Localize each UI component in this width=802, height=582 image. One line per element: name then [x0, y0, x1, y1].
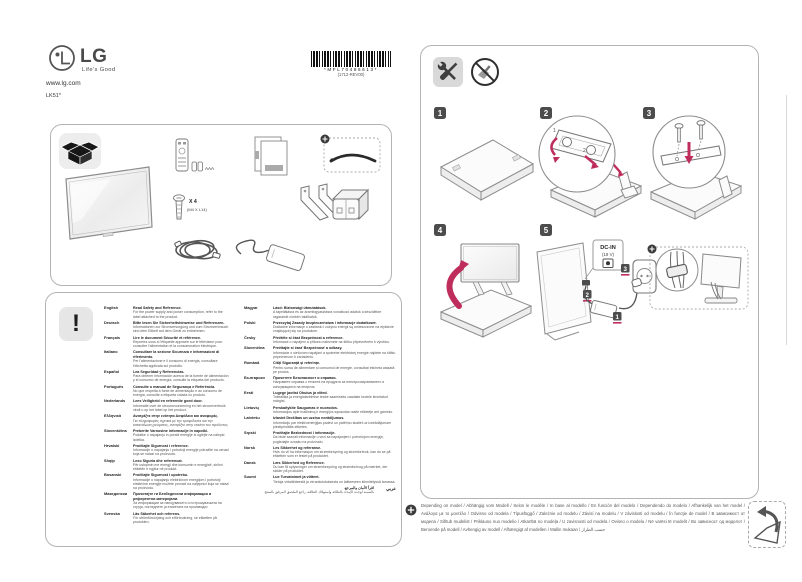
safety-body: Da biste saznali informacije u vezi sa napajanjem i potrošnjom energije, pogledajte oznaku na proizvodu. — [273, 435, 384, 444]
svg-text:3: 3 — [623, 265, 627, 273]
language-label: Eesti — [244, 389, 254, 395]
safety-body: За информации за напојувањето и потрошувачката на струја, погледнете ја етикетата на производот. — [133, 501, 222, 510]
svg-text:2: 2 — [585, 291, 589, 299]
battery-label: AAA — [205, 166, 215, 171]
safety-row — [104, 444, 230, 457]
safety-row — [104, 429, 230, 442]
safety-body: Tietoja virtalähteestä ja virrankulutuksesta on laitteeseen kiinnitetyssä tarrassa. — [273, 479, 396, 484]
safety-body: Pentru sursa de alimentare și consumul de energie, consultați eticheta atașată pe produs. — [273, 365, 395, 374]
page-fold-line — [786, 95, 787, 345]
svg-text:1: 1 — [553, 128, 556, 134]
language-label: Srpski — [244, 429, 256, 435]
step3-illustration — [637, 114, 751, 224]
language-label: Dansk — [244, 459, 256, 465]
accessories-card — [50, 124, 392, 286]
safety-row — [104, 306, 230, 319]
safety-row — [244, 306, 396, 319]
language-label: Shqip — [104, 457, 115, 463]
safety-body: Informacije o napajanju električnom energijom i potrošnji električne energije možete pronaći na naljepnici koja se nalazi na proizvodu. — [133, 477, 229, 491]
safety-column-right — [244, 306, 396, 497]
safety-body: Направете справка с етикета на продукта за електрозахранването и консумацията на енергия. — [273, 380, 385, 389]
safety-title: Lásd: Biztonsági útmutatások. — [273, 306, 327, 310]
step-2-badge: 2 — [540, 107, 552, 119]
safety-title: اقرأ الأمان والمرجع. — [343, 486, 374, 490]
accessories-illustration — [51, 125, 391, 285]
tv-panel — [66, 167, 152, 239]
safety-row — [104, 336, 230, 349]
connection-order-1 — [613, 312, 622, 324]
safety-body: Informácie o sieťovom napájaní a spotrebe elektrickej energie nájdete na štítku pripevnenom k zariadeniu. — [273, 350, 396, 359]
screw — [174, 195, 185, 219]
model-dependency-note: Depending on model / Abhängig vom Modell / Selon le modèle / In base al modello / En función del modelo / Dependendo do modelo / Afhankelijk van het model / Ανάλογα με το μοντέλο / Odvisno od modela / Típusfüggő / Zależnie od modelu / Závisí na modelu / V závislosti od modelu / În funcţie de model / В зависимост от модела / Sõltub mudelist / Priklauso nuo modelio / Atkarībā no modeļa / U zavisnosti od modela / Ovisno o modelu / Në varësi të modelit / Во зависност од моделот / Beroende på modell / Avhengig av modell / Afhængigt af modellen / Mallin mukaan / حسب الطراز — [421, 503, 745, 533]
language-label: Nederlands — [104, 398, 126, 404]
warning-icon: ! — [59, 307, 93, 341]
safety-row — [244, 336, 396, 345]
safety-title: Ανατρέξτε στην ενότητα Ασφάλεια και αναφορές. — [133, 414, 219, 419]
language-label: Latviešu — [244, 415, 260, 421]
language-label: عربي — [386, 486, 396, 491]
barcode-bars — [311, 51, 391, 67]
safety-row — [244, 461, 396, 474]
safety-title: Läs Säkerhet och referens. — [133, 511, 181, 516]
safety-title: Perskaitykite Saugumas ir nuorodos. — [273, 405, 338, 410]
svg-text:1: 1 — [615, 313, 619, 321]
safety-body: No que respeita à fonte de alimentação e ao consumo de energia, consulte a etiqueta colada no produto. — [133, 388, 222, 398]
safety-title: Pročitajte Sigurnost i upotrebu. — [133, 473, 189, 478]
safety-row — [104, 459, 230, 472]
tools-icon — [433, 57, 463, 87]
lg-logo-icon — [48, 44, 76, 72]
language-label: Slovenščina — [104, 427, 127, 433]
language-label: Français — [104, 334, 121, 340]
safety-body: Hvis du vil ha informasjon om strømforsyning og strømforbruk, kan du se på etiketten som er festet på produktet. — [273, 450, 391, 459]
safety-title: Lexo Siguria dhe referencat. — [133, 458, 183, 463]
safety-body: A tápellátásra és az áramfogyasztásra vonatkozó adatok a készülékre ragasztott címkén találhatók. — [273, 310, 382, 319]
language-label: Português — [104, 383, 124, 389]
no-hand-tools-icon — [469, 56, 501, 88]
language-label: Suomi — [244, 474, 256, 480]
safety-row — [244, 321, 396, 334]
safety-row — [104, 385, 230, 398]
lg-wordmark: LG — [80, 46, 108, 67]
safety-row — [244, 361, 396, 374]
safety-column-left — [104, 306, 230, 526]
ac-adapter — [236, 240, 305, 271]
safety-body: Informacijos apie maitinimą ir energijos sąnaudas rasite etiketėje ant gaminio. — [273, 409, 394, 414]
ferrite-core — [333, 190, 368, 219]
safety-title: Lees Veiligheid en referentie goed door. — [133, 399, 203, 404]
safety-reference-card — [45, 292, 402, 547]
optional-cable-management — [647, 242, 751, 312]
safety-row — [244, 431, 396, 444]
safety-title: Bitte lesen Sie Sicherheitshinweise und Referenzen. — [133, 320, 225, 325]
step2-illustration — [533, 114, 649, 224]
language-label: Česky — [244, 334, 256, 340]
safety-row — [104, 370, 230, 383]
safety-row — [104, 512, 230, 525]
manuals — [255, 137, 287, 175]
safety-row — [104, 473, 230, 490]
language-label: Polski — [244, 319, 256, 325]
safety-body: Για πληροφορίες σχετικά με την τροφοδοσία και την κατανάλωση ρεύματος, ανατρέξτε στην ετικέτα του προϊόντος. — [133, 418, 229, 427]
safety-row — [104, 350, 230, 367]
safety-row — [104, 414, 230, 427]
safety-title: Přečtěte si část Bezpečnost a reference. — [273, 335, 344, 340]
safety-row-arabic — [244, 486, 396, 495]
note-icon — [405, 504, 417, 516]
screw-qty: X 4 — [189, 199, 197, 205]
step1-illustration — [433, 122, 538, 214]
safety-title: Prečítajte si časť Bezpečnosť a odkazy. — [273, 346, 343, 351]
safety-row — [244, 376, 396, 389]
safety-row — [244, 446, 396, 459]
svg-text:2: 2 — [583, 148, 586, 154]
safety-body: Informatie over de stroomvoorziening en het stroomverbruik vindt u op het label op het product. — [133, 403, 226, 412]
language-label: Български — [244, 374, 265, 380]
safety-title: Læs Sikkerhed og Reference. — [273, 460, 325, 465]
safety-title: Consultare la sezione Sicurezza e informazioni di riferimento. — [133, 350, 220, 359]
safety-body: For the power supply and power consumption, refer to the label attached to the product. — [133, 310, 223, 319]
step-3-badge: 3 — [643, 107, 655, 119]
safety-title: Izlasiet Drošības un uzziņu norādījumus. — [273, 416, 345, 421]
safety-row — [104, 492, 230, 509]
safety-title: Consulte o manual de Segurança e Referência. — [133, 384, 216, 389]
turn-page-box — [748, 501, 786, 548]
safety-title: Przeczytaj Zasady bezpieczeństwa i informacje dodatkowe. — [273, 320, 377, 325]
safety-title: Lea Seguridad y Referencias. — [133, 369, 185, 374]
safety-body: Per l'alimentazione e il consumo di energia, consultare l'etichetta applicata sul prodotto. — [133, 359, 218, 368]
language-label: Norsk — [244, 444, 256, 450]
dc-voltage-label: (19 V) — [602, 252, 614, 257]
safety-body: För strömförsörjning och elförbrukning, se etiketten på produkten. — [133, 516, 217, 525]
language-label: Español — [104, 368, 120, 374]
model-number: LK51* — [46, 93, 61, 99]
safety-row — [244, 391, 396, 404]
language-label: Română — [244, 360, 260, 366]
turn-page-icon — [749, 502, 785, 547]
connection-order-3 — [621, 264, 630, 276]
safety-body: Reportez-vous à l'étiquette apposée sur le téléviseur pour consulter l'alimentation et la consommation électrique. — [133, 340, 223, 349]
language-label: Magyar — [244, 305, 258, 310]
language-label: Slovenčina — [244, 345, 265, 351]
language-label: Deutsch — [104, 319, 120, 325]
safety-body: Dokładne informacje o zasilaniu i zużyciu energii są umieszczone na etykiecie znajdującej się na produkcie. — [273, 325, 394, 334]
assembly-card — [420, 45, 759, 499]
safety-row — [244, 406, 396, 415]
language-label: Svenska — [104, 510, 120, 516]
language-label: Hrvatski — [104, 442, 120, 448]
barcode-code: *MFL70486613* — [323, 67, 378, 72]
step-5-badge: 5 — [540, 224, 552, 236]
website-text: www.lg.com — [46, 80, 81, 87]
safety-title: Прочетете Безопасност и справки. — [273, 375, 337, 380]
brand-tagline: Life's Good — [82, 67, 116, 73]
safety-title: Прочитајте ги Безбедносни информации и референтни материјали. — [133, 492, 212, 501]
safety-title: Pročitajte Bezbednost i informacije. — [273, 430, 336, 435]
language-label: English — [104, 305, 119, 310]
safety-body: Për ushqimin me energji dhe konsumin e energjisë, shihni etiketën e ngjitur në produkt. — [133, 463, 223, 472]
safety-row — [244, 416, 396, 429]
batteries — [192, 162, 203, 171]
barcode-revision: (1712-REV00) — [337, 72, 365, 77]
safety-title: Pročitajte Sigurnost i reference. — [133, 443, 189, 448]
safety-body: Informāciju par elektroenerģijas padevi un patēriņu skatiet uz izstrādājumam piestiprinātās etiķetes. — [273, 420, 392, 429]
safety-body: Informacije o napajanju i potrošnji energije potražite na oznaci koja se nalazi na proizvodu. — [133, 448, 229, 457]
safety-title: Les Sikkerhet og referanse. — [273, 445, 322, 450]
open-box-icon — [59, 133, 101, 169]
language-label: Lietuvių — [244, 404, 259, 410]
safety-body: Podatke o napajanju in porabi energije si oglejte na nalepki izdelka. — [133, 433, 225, 442]
step-1-badge: 1 — [434, 107, 446, 119]
safety-title: Lire le document Sécurité et référence. — [133, 335, 202, 340]
language-label: Italiano — [104, 349, 118, 355]
step-4-badge: 4 — [434, 224, 446, 236]
barcode — [311, 51, 391, 77]
screw-spec: (M4 X L14) — [187, 207, 207, 212]
language-label: Bosanski — [104, 472, 122, 478]
safety-body: Du kan få oplysninger om strømforsyning og strømforbrug på mærket, der sidder på produktet. — [273, 465, 388, 474]
language-label: Ελληνικά — [104, 413, 121, 419]
safety-body: Toiteallika ja energiatarbimise teabe saamiseks vaadake tootele kinnitatud märgist. — [273, 395, 388, 404]
power-cord — [174, 239, 220, 260]
safety-body: بالنسبة لوحدة الإمداد بالطاقة واستهلاك الطاقة، راجع الملصق المرفق بالمنتج. — [263, 490, 374, 495]
remote-control — [176, 139, 188, 171]
safety-title: Lue Turvatoimet ja viitteet. — [273, 475, 320, 480]
safety-row — [244, 346, 396, 359]
safety-body: Informace o napájení a příkonu naleznete na štítku připevněném k výrobku. — [273, 340, 390, 345]
safety-row — [244, 475, 396, 484]
safety-title: Preberite Varnostne informacije in napotki. — [133, 428, 208, 433]
step4-illustration — [431, 238, 537, 346]
language-label: Македонски — [104, 491, 128, 497]
safety-row — [104, 399, 230, 412]
dc-in-label: DC-IN — [600, 245, 616, 251]
safety-row — [104, 321, 230, 334]
optional-cable-holder — [321, 135, 381, 173]
safety-title: Lugege jaotist Ohutus ja viited. — [273, 390, 328, 395]
safety-title: Citiți Siguranță și referințe. — [273, 361, 321, 366]
safety-title: Read Safety and Reference. — [133, 306, 182, 310]
safety-body: Para obtener información acerca de la fuente de alimentación y el consumo de energía, consulte la etiqueta del producto. — [133, 374, 229, 383]
safety-body: Informationen zur Stromversorgung und zum Stromverbrauch sind dem Etikett auf dem Gerät zu entnehmen. — [133, 325, 229, 334]
